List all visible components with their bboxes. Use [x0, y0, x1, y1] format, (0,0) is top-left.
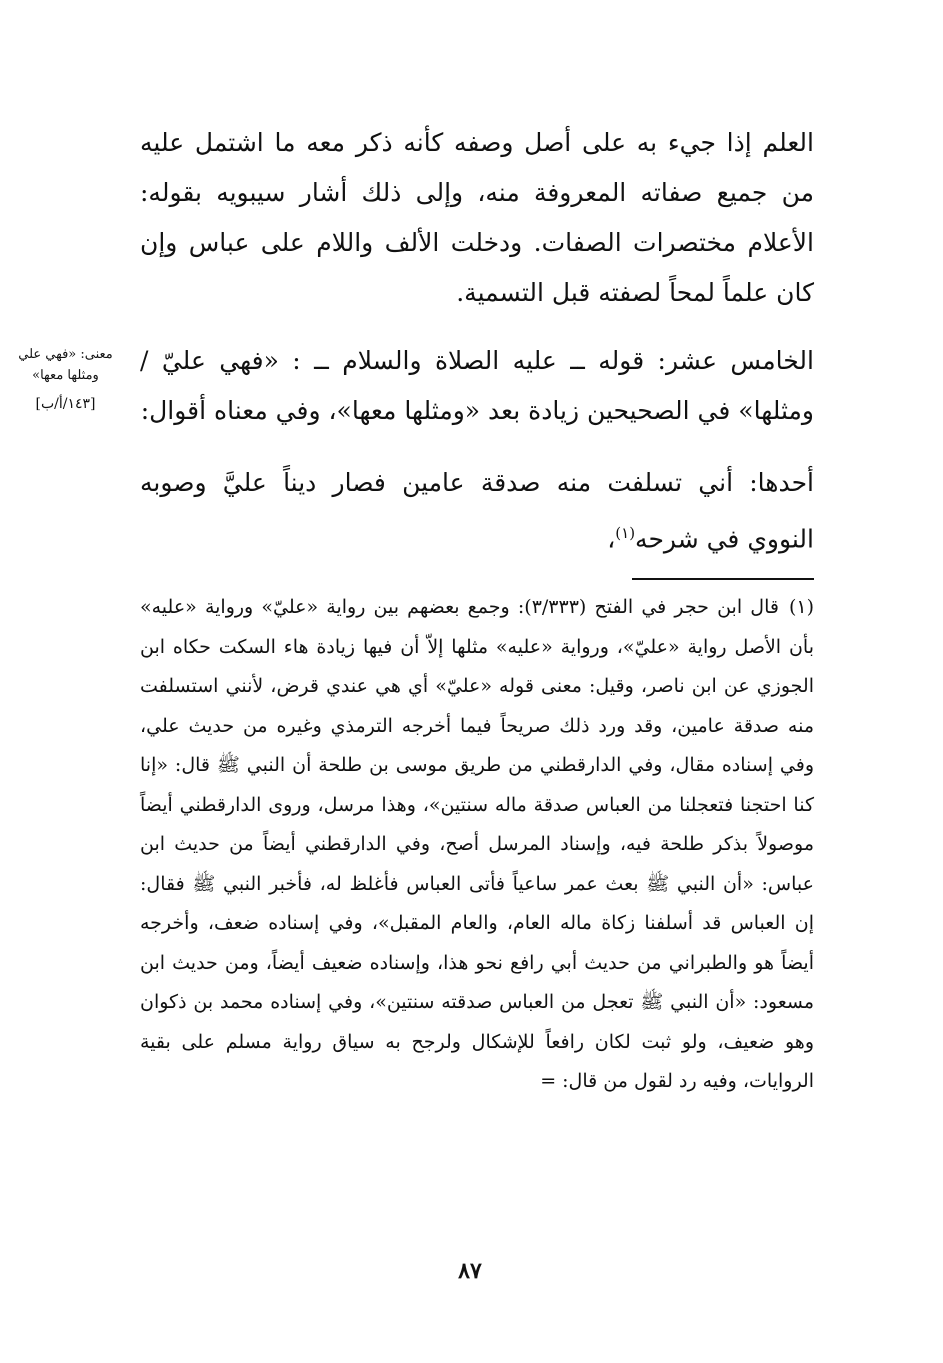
paragraph-text: [140, 458, 814, 564]
manuscript-folio-reference: [١٤٣/أ/ب]: [35, 396, 96, 412]
page-number: ٨٧: [458, 1258, 482, 1284]
main-paragraph-1: [140, 118, 814, 318]
margin-note-text: معنى: «فهي علي ومثلها معها»: [18, 347, 113, 383]
paragraph-body: أحدها: أني تسلفت منه صدقة عامين فصار ديناً عليَّ وصوبه النووي في شرحه: [140, 468, 814, 554]
paragraph-text: الخامس عشر: قوله ــ عليه الصلاة والسلام ــ : «فهي عليّ / ومثلها» في الصحيحين زيادة بعد «ومثلها معها»، وفي معناه أقوال:: [140, 346, 814, 425]
footnote-marker: (١): [788, 596, 815, 618]
margin-note: [8, 344, 123, 415]
main-paragraph-2: [140, 336, 814, 436]
footnote-separator: [632, 578, 814, 580]
main-paragraph-3: [140, 458, 814, 564]
footnote-text: قال ابن حجر في الفتح (٣/٣٣٣): وجمع بعضهم بين رواية «عليّ» ورواية «عليه» بأن الأصل رواية «عليّ»، ورواية «عليه» مثلها إلاّ أن فيها زيادة هاء السكت حكاه ابن الجوزي عن ابن ناصر، وقيل: معنى قوله «عليّ» أي هي عندي قرض، لأنني استسلفت منه صدقة عامين، وقد ورد ذلك صريحاً فيما أخرجه الترمذي وغيره من حديث علي، وفي إسناده مقال، وفي الدارقطني من طريق موسى بن طلحة أن النبي ﷺ قال: «إنا كنا احتجنا فتعجلنا من العباس صدقة ماله سنتين»، وهذا مرسل، وروى الدارقطني أيضاً موصولاً بذكر طلحة فيه، وإسناد المرسل أصح، وفي الدارقطني أيضاً من حديث ابن عباس: «أن النبي ﷺ بعث عمر ساعياً فأتى العباس فأغلظ له، فأخبر النبي ﷺ فقال: إن العباس قد أسلفنا زكاة ماله العام، والعام المقبل»، وفي إسناده ضعف، وأخرجه أيضاً هو والطبراني من حديث أبي رافع نحو هذا، وإسناده ضعيف أيضاً، ومن حديث ابن مسعود: «أن النبي ﷺ تعجل من العباس صدقته سنتين»، وفي إسناده محمد بن ذكوان وهو ضعيف، ولو ثبت لكان رافعاً للإشكال ولرجح به سياق رواية مسلم على بقية الروايات، وفيه رد لقول من قال: =: [140, 596, 814, 1092]
footnote-reference: (١): [615, 524, 636, 542]
paragraph-text: العلم إذا جيء به على أصل وصفه كأنه ذكر معه ما اشتمل عليه من جميع صفاته المعروفة منه، وإلى ذلك أشار سيبويه بقوله: الأعلام مختصرات الصفات. ودخلت الألف واللام على عباس وإن كان علماً لمحاً لصفته قبل التسمية.: [140, 128, 814, 307]
paragraph-end: ،: [607, 524, 616, 554]
footnote: [140, 588, 814, 1102]
